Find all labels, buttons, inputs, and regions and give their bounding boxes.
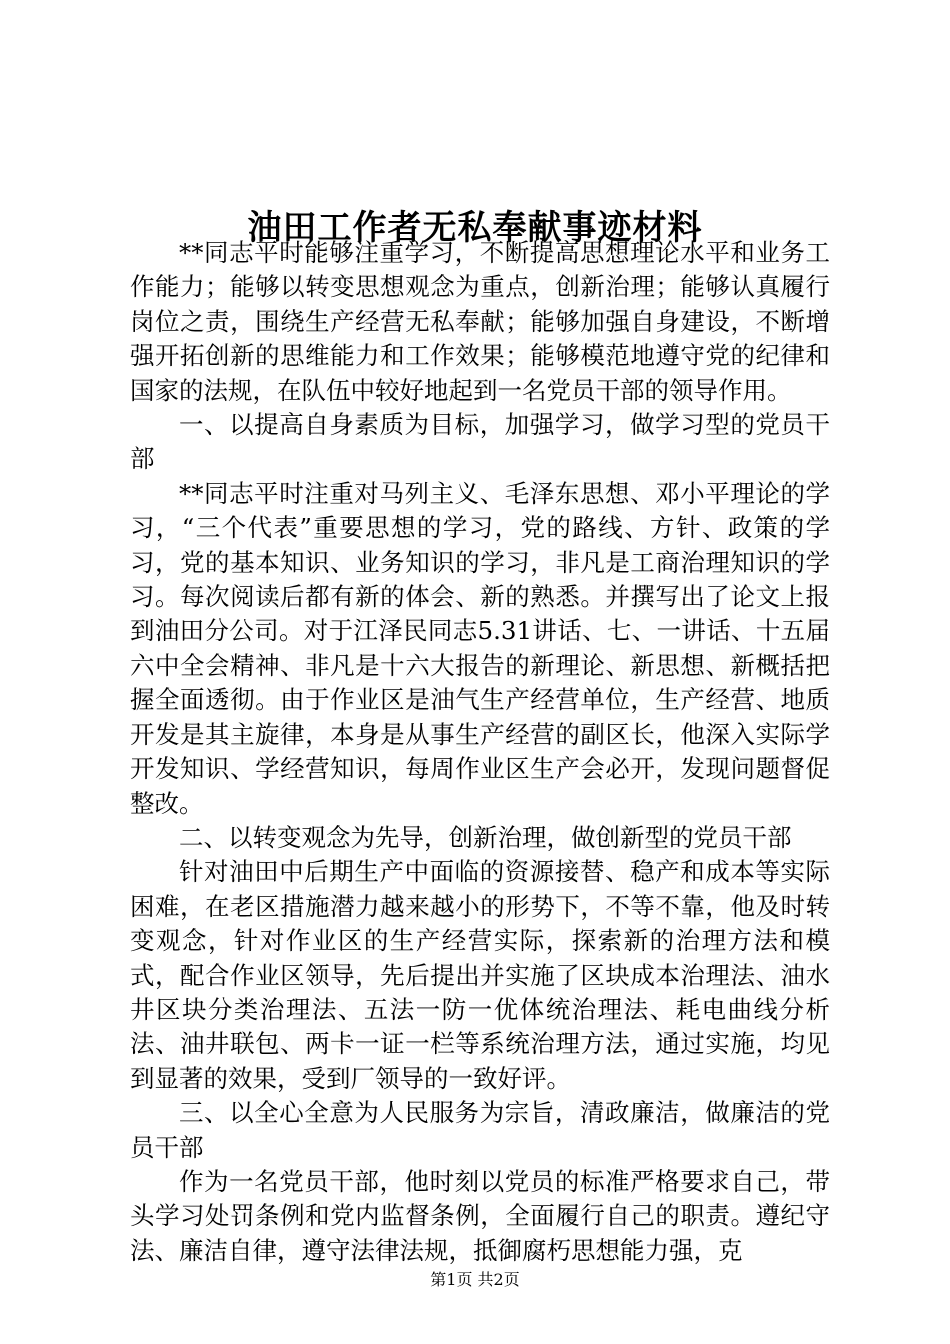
section-heading-2: 二、以转变观念为先导，创新治理，做创新型的党员干部 — [179, 822, 792, 852]
document-title: 油田工作者无私奉献事迹材料 — [247, 207, 703, 248]
paragraph-integrity: 作为一名党员干部，他时刻以党员的标准严格要求自己，带头学习处罚条例和党内监督条例，全面履行自己的职责。遵纪守法、廉洁自律，遵守法律法规，抵御腐朽思想能力强，克 — [130, 1166, 830, 1265]
section-heading-3: 三、以全心全意为人民服务为宗旨，清政廉洁，做廉洁的党员干部 — [130, 1098, 830, 1162]
paragraph-innovation: 针对油田中后期生产中面临的资源接替、稳产和成本等实际困难，在老区措施潜力越来越小的形势下，不等不靠，他及时转变观念，针对作业区的生产经营实际，探索新的治理方法和模式，配合作业区领导，先后提出并实施了区块成本治理法、油水井区块分类治理法、五法一防一优体统治理法、耗电曲线分析法、油井联包、两卡一证一栏等系统治理方法，通过实施，均见到显著的效果，受到厂领导的一致好评。 — [130, 857, 830, 1093]
document-body — [130, 236, 830, 1268]
page-footer: 第1页 共2页 — [430, 1270, 520, 1289]
paragraph-intro: **同志平时能够注重学习，不断提高思想理论水平和业务工作能力；能够以转变思想观念为重点，创新治理；能够认真履行岗位之责，围绕生产经营无私奉献；能够加强自身建设，不断增强开拓创新的思维能力和工作效果；能够模范地遵守党的纪律和国家的法规，在队伍中较好地起到一名党员干部的领导作用。 — [130, 238, 830, 405]
section-heading-1: 一、以提高自身素质为目标，加强学习，做学习型的党员干部 — [130, 410, 830, 474]
paragraph-study: **同志平时注重对马列主义、毛泽东思想、邓小平理论的学习，“三个代表”重要思想的学习，党的路线、方针、政策的学习，党的基本知识、业务知识的学习，非凡是工商治理知识的学习。每次阅读后都有新的体会、新的熟悉。并撰写出了论文上报到油田分公司。对于江泽民同志5.31讲话、七、一讲话、十五届六中全会精神、非凡是十六大报告的新理论、新思想、新概括把握全面透彻。由于作业区是油气生产经营单位，生产经营、地质开发是其主旋律，本身是从事生产经营的副区长，他深入实际学开发知识、学经营知识，每周作业区生产会必开，发现问题督促整改。 — [130, 478, 830, 818]
